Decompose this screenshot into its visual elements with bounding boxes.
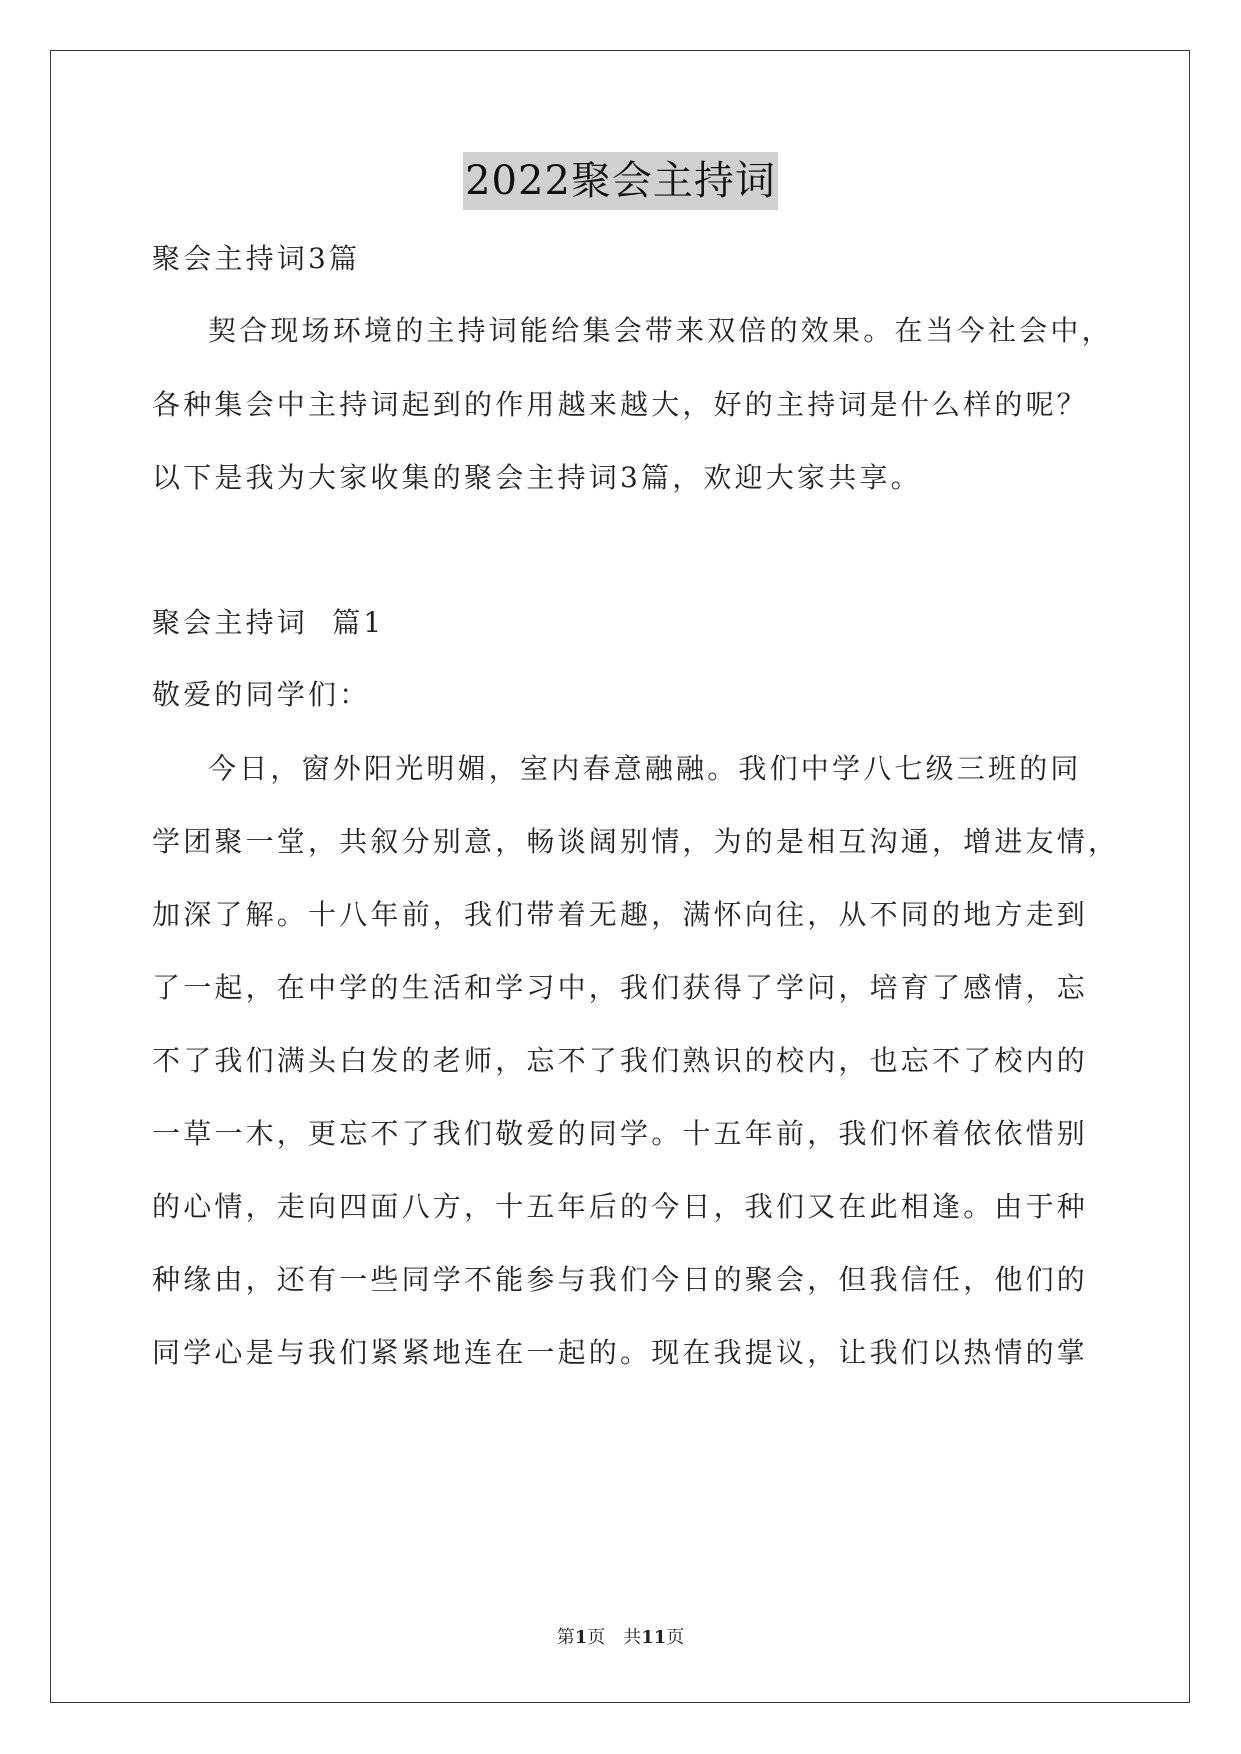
page-footer bbox=[0, 1625, 1241, 1651]
title-container bbox=[0, 152, 1241, 210]
page-border bbox=[50, 50, 1190, 1703]
intro-line: 各种集会中主持词起到的作用越来越大，好的主持词是什么样的呢？ bbox=[152, 388, 1089, 421]
body-line: 加深了解。十八年前，我们带着无趣，满怀向往，从不同的地方走到 bbox=[152, 898, 1089, 931]
body-line: 同学心是与我们紧紧地连在一起的。现在我提议，让我们以热情的掌 bbox=[152, 1336, 1089, 1369]
intro-line: 契合现场环境的主持词能给集会带来双倍的效果。在当今社会中， bbox=[208, 314, 1113, 347]
body-line: 种缘由，还有一些同学不能参与我们今日的聚会，但我信任，他们的 bbox=[152, 1263, 1089, 1296]
page-number-suffix: 页 bbox=[666, 1627, 685, 1648]
body-line: 的心情，走向四面八方，十五年后的今日，我们又在此相逢。由于种 bbox=[152, 1190, 1089, 1223]
body-line: 不了我们满头白发的老师，忘不了我们熟识的校内，也忘不了校内的 bbox=[152, 1044, 1089, 1077]
document-title: 2022聚会主持词 bbox=[463, 152, 778, 210]
page-number-mid: 页 共 bbox=[587, 1627, 642, 1648]
page-number-prefix: 第 bbox=[556, 1627, 575, 1648]
body-line: 了一起，在中学的生活和学习中，我们获得了学问，培育了感情，忘 bbox=[152, 971, 1089, 1004]
section-heading: 聚会主持词 篇1 bbox=[152, 606, 385, 639]
page-number-total: 11 bbox=[641, 1627, 667, 1648]
body-line: 今日，窗外阳光明媚，室内春意融融。我们中学八七级三班的同 bbox=[208, 752, 1082, 785]
body-line: 一草一木，更忘不了我们敬爱的同学。十五年前，我们怀着依依惜别 bbox=[152, 1117, 1089, 1150]
body-line: 学团聚一堂，共叙分别意，畅谈阔别情，为的是相互沟通，增进友情， bbox=[152, 825, 1120, 858]
salutation: 敬爱的同学们： bbox=[152, 678, 371, 711]
subtitle: 聚会主持词3篇 bbox=[152, 242, 361, 275]
page-number-current: 1 bbox=[574, 1627, 588, 1648]
intro-line: 以下是我为大家收集的聚会主持词3篇，欢迎大家共享。 bbox=[152, 461, 922, 494]
